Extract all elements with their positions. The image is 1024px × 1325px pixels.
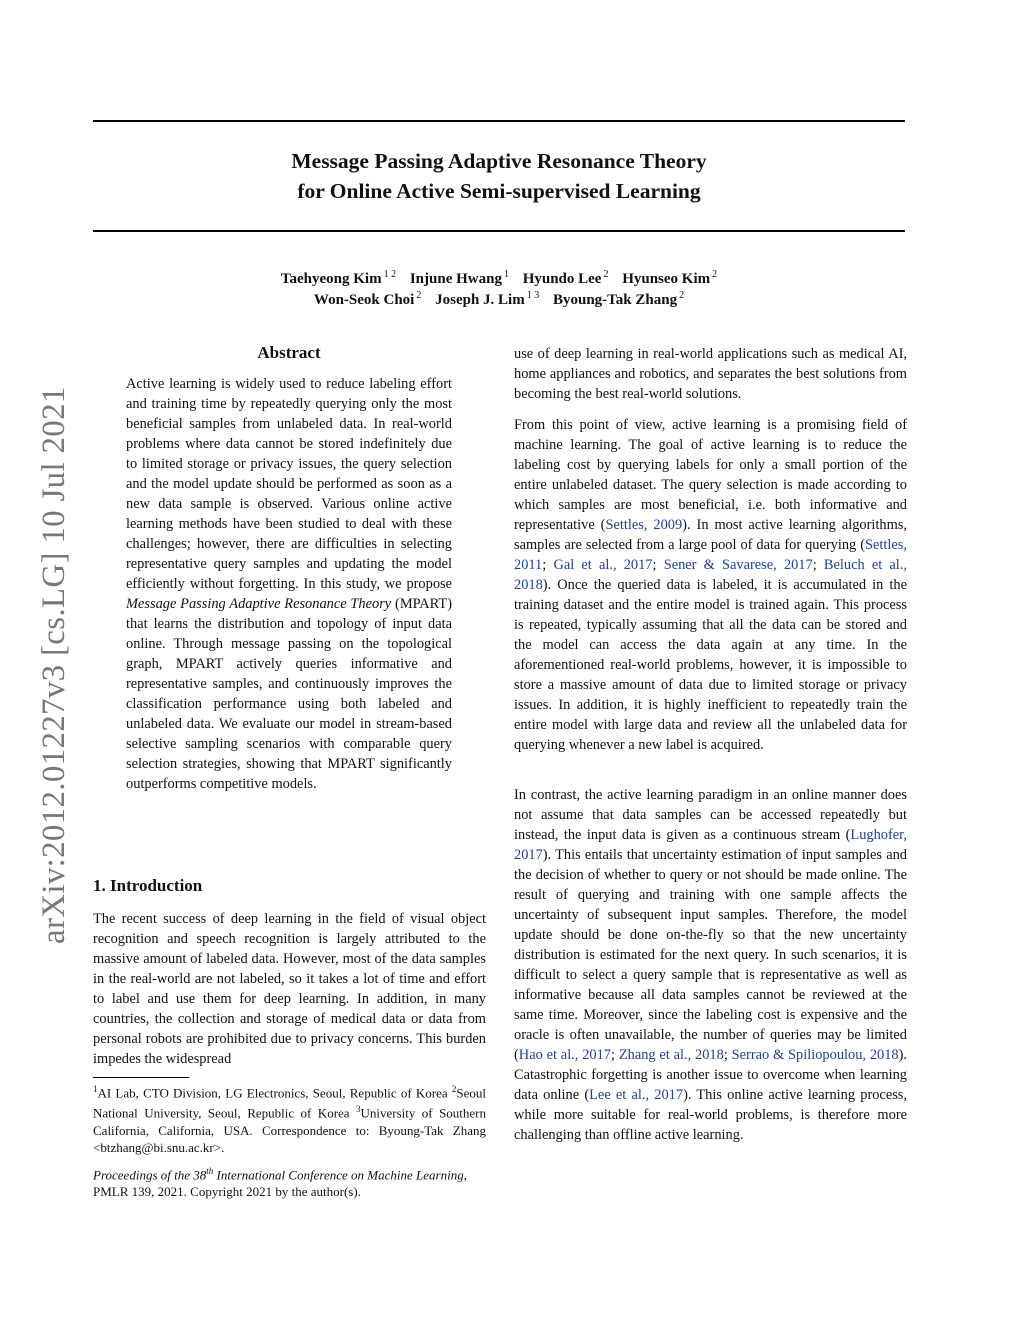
author: Hyundo Lee $^2$ (522, 269, 609, 287)
citation-link[interactable]: Gal et al., 2017 (553, 557, 653, 573)
abstract-heading: Abstract (257, 343, 321, 362)
footnote-rule (93, 1077, 189, 1078)
citation-link[interactable]: Lughofer, 2017 (514, 827, 907, 863)
abstract-text: Active learning is widely used to reduce labeling effort and training time by repeatedly querying only the most beneficial samples from unlabeled data. In real-world problems where data cannot be stored indefinitely due to limited storage or privacy issues, the query selection and the model update should be performed as soon as a new data sample is observed. Various online active learning methods have been studied to deal with these challenges; however, there are difficulties in selecting representative query samples and updating the model efficiently without forgetting. In this study, we propose Message Passing Adaptive Resonance Theory (MPART) that learns the distribution and topology of input data online. Through message passing on the topological graph, MPART actively queries informative and representative samples, and continuously improves the classification performance using both labeled and unlabeled data. We evaluate our model in stream-based selective sampling scenarios with comparable query selection strategies, showing that MPART significantly outperforms competitive models. (126, 376, 453, 792)
citation-link[interactable]: Hao et al., 2017 (518, 1047, 611, 1063)
affiliation-footnote: $^1$AI Lab, CTO Division, LG Electronics, Seoul, Republic of Korea $^2$Seoul National University, Seoul, Republic of Korea $^3$University of Southern California, California, USA. Correspondence to: Byoung-Tak Zhang <btzhang@bi.snu.ac.kr>. (93, 1084, 487, 1155)
intro-paragraph: In contrast, the active learning paradigm in an online manner does not assume that data samples can be accessed repeatedly but instead, the input data is given as a continuous stream (Lughofer, 2017). This entails that uncertainty estimation of input samples and the decision of whether to query or not should be made online. The result of querying and training with one sample affects the uncertainty of subsequent input samples. Therefore, the model update should be done on-the-fly so that the new uncertainty distribution is estimated for the next query. In such scenarios, it is difficult to select a query sample that is representative as well as informative because all data samples cannot be reviewed at the same time. Moreover, since the labeling cost is expensive and the oracle is often unavailable, the number of queries may be limited (Hao et al., 2017; Zhang et al., 2018; Serrao & Spiliopoulou, 2018). Catastrophic forgetting is another issue to overcome when learning data online (Lee et al., 2017). This online active learning process, while more suitable for real-world problems, is therefore more challenging than offline active learning. (514, 787, 907, 1143)
title-rule-bottom (93, 230, 905, 232)
proceedings-note: Proceedings of the 38th International Conference on Machine Learning, PMLR 139, 2021. Copyright 2021 by the author(s). (93, 1166, 467, 1200)
arxiv-identifier: arXiv:2012.01227v3 [cs.LG] 10 Jul 2021 (36, 386, 72, 944)
author: Injune Hwang $^1$ (409, 269, 509, 287)
citation-link[interactable]: Settles, 2011 (514, 537, 907, 573)
intro-paragraph: From this point of view, active learning is a promising field of machine learning. The goal of active learning is to reduce the labeling cost by querying labels for only a small portion of the entire unlabeled dataset. The query selection is made according to which samples are most beneficial, i.e. both informative and representative (Settles, 2009). In most active learning algorithms, samples are selected from a large pool of data for querying (Settles, 2011; Gal et al., 2017; Sener & Savarese, 2017; Beluch et al., 2018). Once the queried data is labeled, it is accumulated in the training dataset and the entire model is trained again. This process is repeated, typically assuming that all the data can be stored and the model can access the data again at any time. In the aforementioned real-world problems, however, it is impossible to store a massive amount of data due to limited storage or privacy issues. In addition, it is highly inefficient to repeatedly train the entire model with large data and review all the unlabeled data for querying whenever a new label is acquired. (514, 417, 907, 753)
author: Won-Seok Choi $^2$ (313, 290, 422, 308)
title-rule-top (93, 120, 905, 122)
citation-link[interactable]: Beluch et al., 2018 (514, 557, 907, 593)
citation-link[interactable]: Serrao & Spiliopoulou, 2018 (731, 1047, 899, 1063)
author: Byoung-Tak Zhang $^2$ (552, 290, 685, 308)
intro-paragraph: use of deep learning in real-world applications such as medical AI, home appliances and robotics, and separates the best solutions from becoming the best real-world solutions. (514, 346, 907, 402)
citation-link[interactable]: Lee et al., 2017 (589, 1087, 684, 1103)
author: Joseph J. Lim $^{1 3}$ (435, 290, 540, 308)
author-list-row-2 (93, 286, 905, 310)
author: Taehyeong Kim $^{1 2}$ (280, 269, 397, 287)
citation-link[interactable]: Zhang et al., 2018 (618, 1047, 724, 1063)
citation-link[interactable]: Settles, 2009 (605, 517, 683, 533)
citation-link[interactable]: Sener & Savarese, 2017 (663, 557, 813, 573)
paper-title-line-1: Message Passing Adaptive Resonance Theory (291, 149, 707, 173)
author: Hyunseo Kim $^2$ (622, 269, 718, 287)
section-heading-introduction: 1. Introduction (93, 876, 203, 895)
paper-title-line-2: for Online Active Semi-supervised Learning (297, 179, 701, 203)
intro-paragraph: The recent success of deep learning in the field of visual object recognition and speech recognition is largely attributed to the massive amount of labeled data. However, most of the data samples in the real-world are not labeled, so it takes a lot of time and effort to label and use them for deep learning. In addition, in many countries, the collection and storage of medical data or data from personal robots are prohibited due to privacy concerns. This burden impedes the widespread (93, 911, 486, 1067)
